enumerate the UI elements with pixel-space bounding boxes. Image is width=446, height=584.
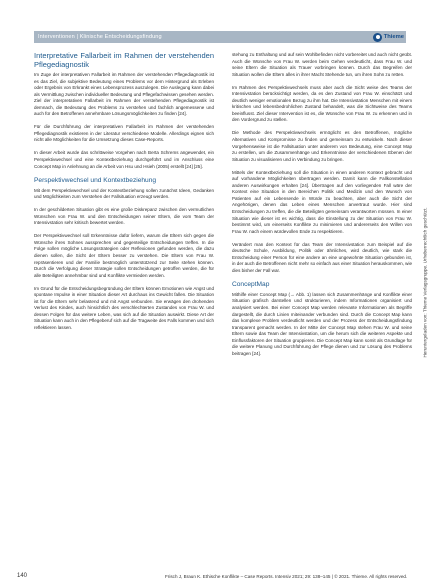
download-note <box>420 145 430 425</box>
left-column-paragraph: Der Perspektivwechsel soll Erkenntnisse dafür liefern, warum die Eltern sich gegen die Wünsche ihres Sohnes aussprechen und gegenteilige Entscheidungen treffen. In die Folge sollen mögliche Lösungsstrategien oder Reflexionen gefunden werden, die dazu dienen sollen, die Sicht der Eltern besser zu verstehen. Die Eltern von Frau W. repräsentieren und der Familie bestmöglich unterstützend zur Seite stehen können. Durch die Verfolgung dieser Strategie sollen Entscheidungen getroffen werden, die für alle Beteiligten annehmbar sind und Konflikte vermieden werden. <box>34 233 214 278</box>
left-column-heading: Perspektivwechsel und Kontextbeziehung <box>34 176 157 184</box>
running-header <box>34 31 406 43</box>
left-column-paragraph: Für die Durchführung der interpretativen Fallarbeit im Rahmen der verstehenden Pflegediagnostik existieren in der Literatur verschiedene Modelle. Allerdings eignen sich nicht alle Möglichkeiten für die Umsetzung dieses Case-Reports. <box>34 124 214 143</box>
left-column-paragraph: In der geschilderten Situation gibt es eine große Diskrepanz zwischen den vermutlichen Wünschen von Frau W. und den Entscheidungen seiner Eltern, die vom Team der Intensivstation sehr kritisch bewertet werden. <box>34 207 214 226</box>
right-column-paragraph: Im Rahmen des Perspektivwechsels muss aber auch die Sicht weise des Teams der Intensivstation berücksichtigt werden, da es den Zustand von Frau W. einschätzt und deutlich weniger emotionalen Bezug zu ihm hat. Die Intensivstation Menschen mit einem kritischen und lebensbedrohlichen Zustand behandelt, was die Sichtweise des Teams beeinflusst. Ziel dieser Intervention ist es, die Wünsche von Frau W. zu erkennen und in den Vordergrund zu stellen. <box>232 84 412 123</box>
thieme-logo-icon <box>373 33 382 42</box>
publisher-logo-text: Thieme <box>383 34 404 40</box>
right-column-paragraph: Die Methode des Perspektivwechsels ermöglicht es den Betroffenen, mögliche Alternativen und Kompromisse zu finden und gemeinsam zu entwickeln. Nach dieser Vorgehensweise ist die Fallsituation unter anderem von Bedeutung, eine Concept Map zu erstellen, um die Zusammenhänge und Erkenntnisse der verschiedenen Ebenen der Situation zu visualisieren und in Verbindung zu bringen. <box>232 130 412 162</box>
right-column <box>232 52 412 364</box>
right-column-paragraph: Verändert man den Kontext für das Team der Intensivstation zum Beispiel auf die deutsche Schule, Ausbildung, Politik oder ähnliches, wird deutlich, wie stark die Entscheidung einer Person für eine andere an eine ungewohnte Situation gebunden ist, in der auch die Betroffenen nicht mehr so einfach aus einer Situation herauskommen, wie dies bisher der Fall war. <box>232 241 412 273</box>
download-note-text: Heruntergeladen von: Thieme Verlagsgruppe. Urheberrechtlich geschützt. <box>422 207 428 358</box>
right-column-heading: ConceptMap <box>232 280 270 288</box>
left-column <box>34 52 214 338</box>
publisher-logo <box>373 32 404 42</box>
right-column-paragraph: Mithilfe einer Concept Map (→ Abb. 1) lassen sich Zusammenhänge und Konflikte einer Situation grafisch darstellen und strukturieren, indem Informationen organisiert und analysiert werden. Bei einer Concept Map werden relevante Informationen als Begriffe dargestellt, die durch Linien miteinander verbunden sind. Durch die Concept Map kann das komplexe Problem verdeutlicht werden und der Prozess der Entscheidungsfindung transparent gemacht werden. In der Mitte der Concept Map stehen Frau W. und seine Eltern sowie das Team der Intensivstation, um die herum sich die weiteren Aspekte und Einflussfaktoren der Situation gruppieren. Die Concept Map kann somit als Grundlage für die weitere Planung und Durchführung der Pflege dienen und zur Lösung des Problems beitragen [24]. <box>232 291 412 356</box>
left-column-paragraph: In dieser Arbeit wurde das schrittweise Vorgehen nach Berta Schrems angewendet, ein Perspektivwechsel und eine Kontextbeziehung durchgeführt und im Anschluss eine Concept Map in Anlehnung an die Arbeit von Hsu und Hsieh (2005) erstellt [24] [25]. <box>34 150 214 169</box>
left-column-heading: Interpretative Fallarbeit im Rahmen der verstehenden Pflegediagnostik <box>34 51 214 69</box>
left-column-paragraph: Mit dem Perspektivwechsel und der Kontextbeziehung sollen zunächst Ideen, Gedanken und Möglichkeiten zum Verstehen der Fallsituation erzeugt werden. <box>34 187 214 200</box>
left-column-paragraph: Im Grund für die Entscheidungsbegründung der Eltern können Emotionen wie Angst und spontane Impulse in einer Situation dieser Art durchaus ins Gewicht fallen. Die Situation ist für die Eltern sehr belastend und mit Angst verbunden. Sie erwägen den drohenden Verlust des Kindes, auch hinsichtlich des verschlechterten Zustandes von Frau W. und dessen Folgen für das weitere Leben, was sich auf die Situation auswirkt. Diese Art der Situation kann auch in den Pflegeberuf sich auf die Tragweite des Falls kommen und sich reflektieren lassen. <box>34 285 214 330</box>
page-number: 140 <box>17 573 28 579</box>
page-footer <box>0 570 446 584</box>
right-column-paragraph: stehung zu Enthaltung und auf sein Wohlbefinden nicht vorbereitet und auch nicht geübt. Auch die Wünsche von Frau W. werden beim Gehen verdeutlicht, dass Frau W. und seine Eltern die Situation als Trauer vorbringen können. Durch das Begreifen der Situation wollen die Eltern alles in ihrer Macht Stehende tun, um ihren Sohn zu retten. <box>232 52 412 77</box>
top-bar <box>0 0 446 44</box>
right-column-paragraph: Mittels der Kontextbeziehung soll die Situation in einen anderen Kontext gebracht und auf vorhandene Möglichkeiten übertragen werden. Damit kann die Fallkonstellation anderen Auswirkungen erhalten [24]. Übertragen auf den vorliegenden Fall wäre der Kontext eine Situation in den Bereichen Politik und Medizin und den Wunsch von Patienten auf ein Lebensende in Würde zu beachten, aber auch die Sicht der Angehörigen, denen das Leben eines Menschen anvertraut wurde. Hier sind Entscheidungen zu treffen, die die Beteiligten gemeinsam verantworten müssen. In einer Situation wie dieser ist es wichtig, dass die Einstellung zu der Situation von Frau W. bestimmt wird, um einerseits Konflikte zu minimieren und andererseits den Willen von Frau W. nach einem würdevollen Ende zu respektieren. <box>232 169 412 234</box>
running-header-label: Interventionen | Klinische Entscheidungsfindung <box>38 34 162 40</box>
left-column-paragraph: Im Zuge der interpretativen Fallarbeit im Rahmen der verstehenden Pflegediagnostik ist es das Ziel, die subjektive Bedeutung eines Problems vor dem Hintergrund als Erleben oder Ergebnis von Erkrankt eines Lebensprozess auszulegen. Die Auslegung kann dabei als Vermittlung zwischen individueller Bedeutung und Pflegefachwissen gesehen werden. Ziel der interpretativen Fallarbeit im Rahmen der verstehenden Pflegediagnostik ist demnach, die Bedeutung des Problems zu verstehen und fachlich angemessene und auch für den Betroffenen annehmbare Lösungsmöglichkeiten zu finden [24]. <box>34 72 214 117</box>
footer-citation: Frisch J, Braun K. Ethische Konflikte – Case Reports. Intensiv 2021; 29: 138–145 | © 2021. Thieme. All rights reserved. <box>165 574 408 579</box>
